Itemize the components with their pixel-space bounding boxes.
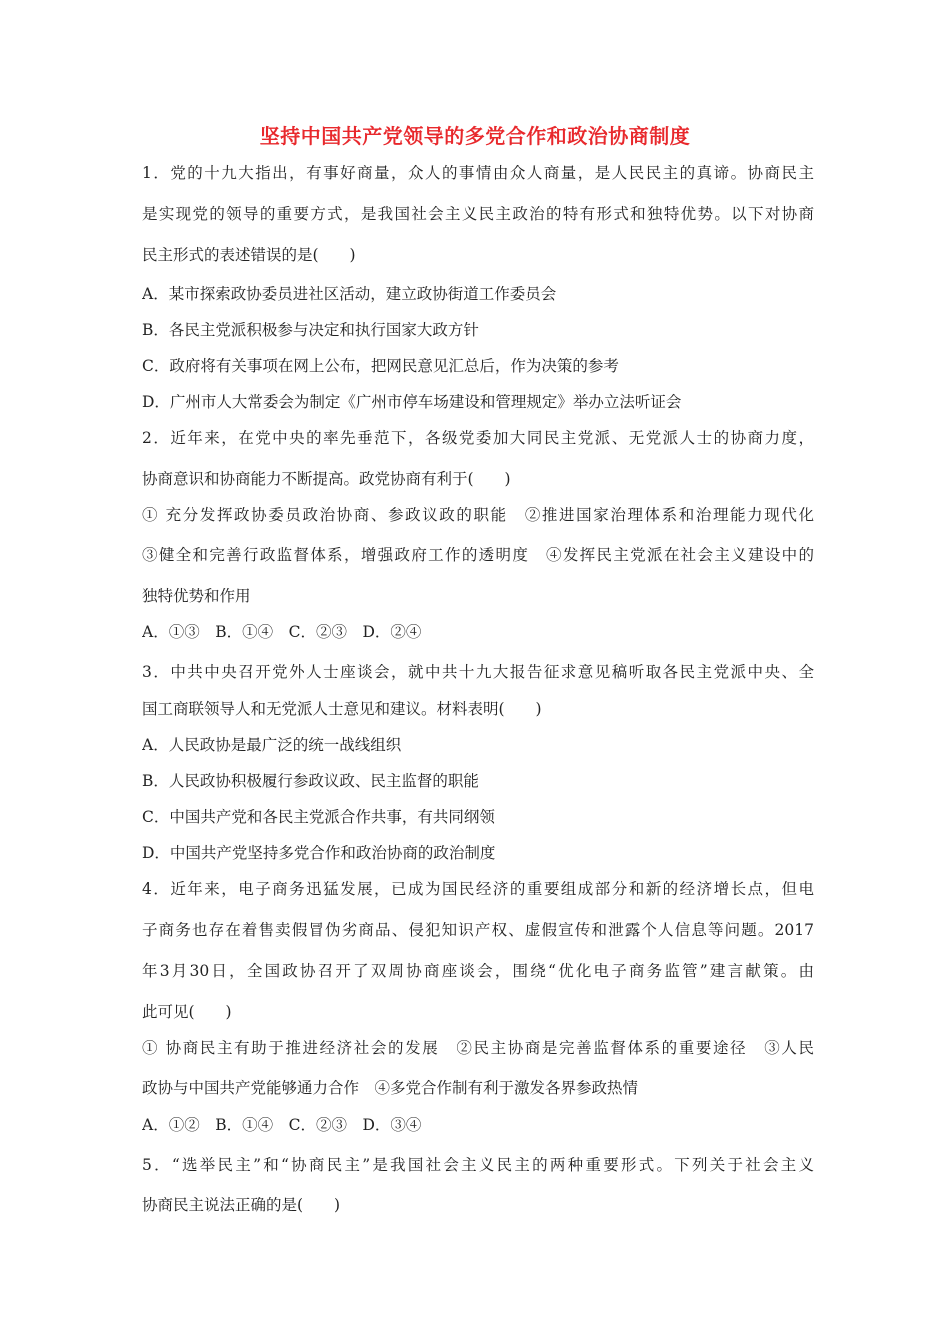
page-title: 坚持中国共产党领导的多党合作和政治协商制度: [259, 124, 691, 148]
text-line: D．中国共产党坚持多党合作和政治协商的政治制度: [142, 844, 496, 862]
text-line: A．①② B．①④ C．②③ D．③④: [142, 1116, 422, 1134]
text-line: B．人民政协积极履行参政议政、民主监督的职能: [142, 772, 479, 790]
text-line: 政协与中国共产党能够通力合作 ④多党合作制有利于激发各界参政热情: [142, 1079, 639, 1097]
text-line: 年3月30日，全国政协召开了双周协商座谈会，围绕“优化电子商务监管”建言献策。由: [142, 962, 814, 980]
text-line: 是实现党的领导的重要方式，是我国社会主义民主政治的特有形式和独特优势。以下对协商: [142, 205, 814, 223]
text-line: 2．近年来，在党中央的率先垂范下，各级党委加大同民主党派、无党派人士的协商力度，: [142, 429, 814, 447]
text-line: A．①③ B．①④ C．②③ D．②④: [142, 623, 422, 641]
text-line: 此可见( ): [142, 1003, 232, 1021]
text-line: ① 充分发挥政协委员政治协商、参政议政的职能 ②推进国家治理体系和治理能力现代化: [142, 506, 814, 524]
text-line: 4．近年来，电子商务迅猛发展，已成为国民经济的重要组成部分和新的经济增长点，但电: [142, 880, 814, 898]
text-line: 1．党的十九大指出，有事好商量，众人的事情由众人商量，是人民民主的真谛。协商民主: [142, 164, 814, 182]
text-line: C．政府将有关事项在网上公布，把网民意见汇总后，作为决策的参考: [142, 357, 619, 375]
text-line: B．各民主党派积极参与决定和执行国家大政方针: [142, 321, 479, 339]
text-line: 协商意识和协商能力不断提高。政党协商有利于( ): [142, 470, 511, 488]
text-line: 国工商联领导人和无党派人士意见和建议。材料表明( ): [142, 700, 542, 718]
text-line: 3．中共中央召开党外人士座谈会，就中共十九大报告征求意见稿听取各民主党派中央、全: [142, 663, 814, 681]
text-line: 独特优势和作用: [142, 587, 251, 605]
text-line: 子商务也存在着售卖假冒伪劣商品、侵犯知识产权、虚假宣传和泄露个人信息等问题。2017: [142, 921, 814, 939]
text-line: 5．“选举民主”和“协商民主”是我国社会主义民主的两种重要形式。下列关于社会主义: [142, 1156, 814, 1174]
text-line: A．某市探索政协委员进社区活动，建立政协街道工作委员会: [142, 285, 557, 303]
text-line: ③健全和完善行政监督体系，增强政府工作的透明度 ④发挥民主党派在社会主义建设中的: [142, 546, 814, 564]
text-line: ① 协商民主有助于推进经济社会的发展 ②民主协商是完善监督体系的重要途径 ③人民: [142, 1039, 814, 1057]
text-line: A．人民政协是最广泛的统一战线组织: [142, 736, 402, 754]
text-line: D．广州市人大常委会为制定《广州市停车场建设和管理规定》举办立法听证会: [142, 393, 682, 411]
text-line: 协商民主说法正确的是( ): [142, 1196, 341, 1214]
text-line: 民主形式的表述错误的是( ): [142, 246, 356, 264]
text-line: C．中国共产党和各民主党派合作共事，有共同纲领: [142, 808, 495, 826]
